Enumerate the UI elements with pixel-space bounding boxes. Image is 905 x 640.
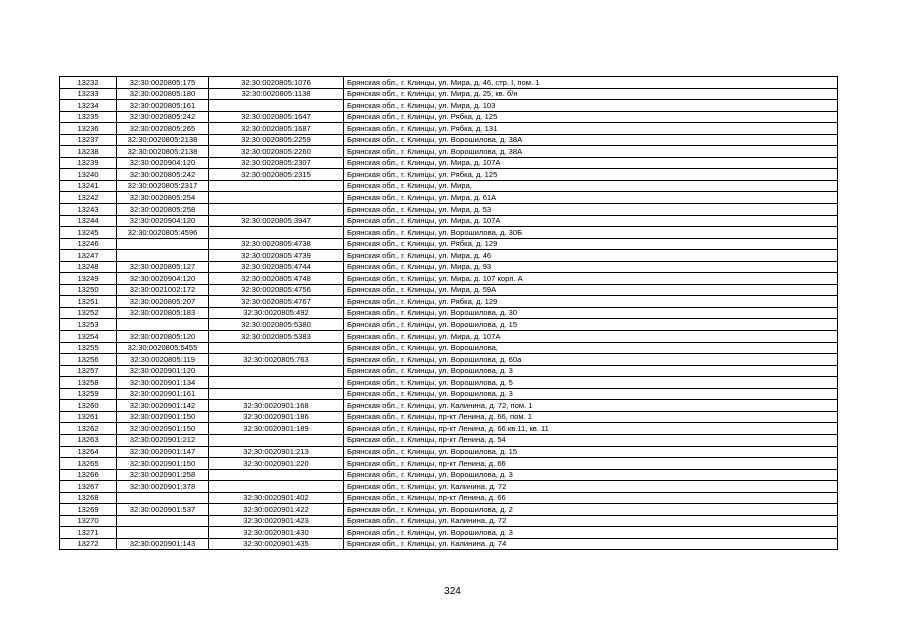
object-cadastral-number-cell: 32:30:0020901:402 (209, 492, 344, 504)
cadastral-number-cell: 32:30:0020805:265 (117, 123, 209, 135)
row-number-cell: 13259 (60, 388, 117, 400)
table-row (60, 77, 838, 89)
row-number-cell: 13269 (60, 504, 117, 516)
table-row (60, 296, 838, 308)
row-number-cell: 13270 (60, 515, 117, 527)
row-number-cell: 13271 (60, 527, 117, 539)
cadastral-number-cell: 32:30:0020901:161 (117, 388, 209, 400)
address-cell: Брянская обл., г. Клинцы, ул. Мира, д. 46, стр. I, пом. 1 (344, 77, 838, 89)
cadastral-number-cell: 32:30:0020805:4596 (117, 227, 209, 239)
cadastral-number-cell: 32:30:0020901:258 (117, 469, 209, 481)
address-cell: Брянская обл., г. Клинцы, ул. Мира, д. 107А (344, 215, 838, 227)
cadastral-number-cell (117, 492, 209, 504)
row-number-cell: 13272 (60, 538, 117, 550)
cadastral-number-cell: 32:30:0020901:378 (117, 481, 209, 493)
table-row (60, 123, 838, 135)
address-cell: Брянская обл., г. Клинцы, ул. Рябка, д. 125 (344, 169, 838, 181)
row-number-cell: 13237 (60, 134, 117, 146)
cadastral-number-cell: 32:30:0020805:207 (117, 296, 209, 308)
cadastral-number-cell: 32:30:0020901:150 (117, 411, 209, 423)
table-row (60, 134, 838, 146)
row-number-cell: 13267 (60, 481, 117, 493)
cadastral-number-cell: 32:30:0020805:2138 (117, 146, 209, 158)
object-cadastral-number-cell: 32:30:0020901:220 (209, 458, 344, 470)
object-cadastral-number-cell (209, 204, 344, 216)
address-cell: Брянская обл., г. Клинцы, пр-кт Ленина, д. 66 кв.11, кв. 11 (344, 423, 838, 435)
table-row (60, 492, 838, 504)
row-number-cell: 13248 (60, 261, 117, 273)
row-number-cell: 13240 (60, 169, 117, 181)
cadastral-number-cell: 32:30:0020901:142 (117, 400, 209, 412)
object-cadastral-number-cell: 32:30:0020901:430 (209, 527, 344, 539)
object-cadastral-number-cell: 32:30:0020805:2259 (209, 134, 344, 146)
row-number-cell: 13235 (60, 111, 117, 123)
address-cell: Брянская обл., г. Клинцы, ул. Мира, д. 103 (344, 100, 838, 112)
table-row (60, 284, 838, 296)
address-cell: Брянская обл., г. Клинцы, пр-кт Ленина, д. 66 (344, 492, 838, 504)
object-cadastral-number-cell: 32:30:0020901:423 (209, 515, 344, 527)
address-cell: Брянская обл., г. Клинцы, ул. Ворошилова, д. 60а (344, 354, 838, 366)
row-number-cell: 13239 (60, 157, 117, 169)
cadastral-number-cell: 32:30:0020805:242 (117, 111, 209, 123)
object-cadastral-number-cell: 32:30:0020805:5380 (209, 319, 344, 331)
row-number-cell: 13236 (60, 123, 117, 135)
cadastral-number-cell: 32:30:0020805:127 (117, 261, 209, 273)
table-row (60, 400, 838, 412)
page-number: 324 (444, 586, 461, 597)
address-cell: Брянская обл., г. Клинцы, ул. Ворошилова, д. 2 (344, 504, 838, 516)
cadastral-number-cell: 32:30:0020805:120 (117, 331, 209, 343)
address-cell: Брянская обл., г. Клинцы, ул. Мира, д. 107А (344, 331, 838, 343)
table-row (60, 180, 838, 192)
object-cadastral-number-cell (209, 377, 344, 389)
row-number-cell: 13246 (60, 238, 117, 250)
table-row (60, 504, 838, 516)
address-cell: Брянская обл., г. Клинцы, ул. Калинина, д. 72, пом. 1 (344, 400, 838, 412)
cadastral-number-cell: 32:30:0020904:120 (117, 273, 209, 285)
object-cadastral-number-cell (209, 192, 344, 204)
object-cadastral-number-cell: 32:30:0020805:1647 (209, 111, 344, 123)
row-number-cell: 13264 (60, 446, 117, 458)
address-cell: Брянская обл., г. Клинцы, ул. Ворошилова, д. 5 (344, 377, 838, 389)
address-cell: Брянская обл., г. Клинцы, пр-кт Ленина, д. 54 (344, 434, 838, 446)
table-row (60, 307, 838, 319)
table-row (60, 111, 838, 123)
row-number-cell: 13244 (60, 215, 117, 227)
table-row (60, 446, 838, 458)
cadastral-number-cell: 32:30:0020805:161 (117, 100, 209, 112)
row-number-cell: 13251 (60, 296, 117, 308)
object-cadastral-number-cell: 32:30:0020901:189 (209, 423, 344, 435)
object-cadastral-number-cell: 32:30:0020805:4738 (209, 238, 344, 250)
table-row (60, 538, 838, 550)
cadastral-number-cell: 32:30:0020805:5455 (117, 342, 209, 354)
row-number-cell: 13234 (60, 100, 117, 112)
object-cadastral-number-cell: 32:30:0020805:1138 (209, 88, 344, 100)
cadastral-number-cell: 32:30:0020904:120 (117, 157, 209, 169)
table-row (60, 319, 838, 331)
row-number-cell: 13242 (60, 192, 117, 204)
cadastral-number-cell: 32:30:0020805:254 (117, 192, 209, 204)
cadastral-number-cell: 32:30:0020805:2317 (117, 180, 209, 192)
row-number-cell: 13243 (60, 204, 117, 216)
object-cadastral-number-cell: 32:30:0020805:1076 (209, 77, 344, 89)
object-cadastral-number-cell: 32:30:0020805:763 (209, 354, 344, 366)
address-cell: Брянская обл., г. Клинцы, ул. Мира, д. 25, кв. б/н (344, 88, 838, 100)
object-cadastral-number-cell: 32:30:0020805:4748 (209, 273, 344, 285)
object-cadastral-number-cell: 32:30:0020805:1687 (209, 123, 344, 135)
table-row (60, 215, 838, 227)
table-row (60, 458, 838, 470)
object-cadastral-number-cell: 32:30:0020805:2260 (209, 146, 344, 158)
table-row (60, 192, 838, 204)
address-cell: Брянская обл., г. Клинцы, ул. Рябка, д. 129 (344, 238, 838, 250)
address-cell: Брянская обл., г. Клинцы, ул. Рябка, д. 125 (344, 111, 838, 123)
cadastral-number-cell: 32:30:0020805:119 (117, 354, 209, 366)
address-cell: Брянская обл., г. Клинцы, ул. Мира, д. 61А (344, 192, 838, 204)
address-cell: Брянская обл., г. Клинцы, ул. Калинина, д. 74 (344, 538, 838, 550)
object-cadastral-number-cell: 32:30:0020805:4744 (209, 261, 344, 273)
address-cell: Брянская обл., г. Клинцы, ул. Мира, д. 93 (344, 261, 838, 273)
cadastral-number-cell: 32:30:0020805:242 (117, 169, 209, 181)
address-cell: Брянская обл., г. Клинцы, ул. Калинина, д. 72 (344, 481, 838, 493)
row-number-cell: 13245 (60, 227, 117, 239)
row-number-cell: 13241 (60, 180, 117, 192)
registry-table (59, 76, 838, 550)
address-cell: Брянская обл., г. Клинцы, ул. Мира, д. 46 (344, 250, 838, 262)
row-number-cell: 13265 (60, 458, 117, 470)
row-number-cell: 13256 (60, 354, 117, 366)
table-row (60, 146, 838, 158)
address-cell: Брянская обл., г. Клинцы, ул. Ворошилова, д. 15 (344, 446, 838, 458)
cadastral-number-cell: 32:30:0020805:2138 (117, 134, 209, 146)
cadastral-number-cell: 32:30:0020805:258 (117, 204, 209, 216)
address-cell: Брянская обл., г. Клинцы, ул. Ворошилова, д. 3 (344, 527, 838, 539)
address-cell: Брянская обл., г. Клинцы, ул. Ворошилова, д. 3 (344, 469, 838, 481)
cadastral-number-cell: 32:30:0020805:180 (117, 88, 209, 100)
row-number-cell: 13257 (60, 365, 117, 377)
object-cadastral-number-cell (209, 342, 344, 354)
table-row (60, 481, 838, 493)
table-row (60, 388, 838, 400)
cadastral-number-cell: 32:30:0020901:150 (117, 458, 209, 470)
cadastral-number-cell: 32:30:0020901:150 (117, 423, 209, 435)
address-cell: Брянская обл., г. Клинцы, ул. Калинина, д. 72 (344, 515, 838, 527)
object-cadastral-number-cell: 32:30:0020805:5383 (209, 331, 344, 343)
row-number-cell: 13258 (60, 377, 117, 389)
address-cell: Брянская обл., г. Клинцы, ул. Рябка, д. 131 (344, 123, 838, 135)
table-row (60, 331, 838, 343)
cadastral-number-cell: 32:30:0020805:175 (117, 77, 209, 89)
table-row (60, 100, 838, 112)
table-row (60, 273, 838, 285)
cadastral-number-cell: 32:30:0021002:172 (117, 284, 209, 296)
table-row (60, 157, 838, 169)
object-cadastral-number-cell (209, 100, 344, 112)
cadastral-number-cell (117, 527, 209, 539)
cadastral-number-cell (117, 238, 209, 250)
object-cadastral-number-cell (209, 388, 344, 400)
row-number-cell: 13247 (60, 250, 117, 262)
address-cell: Брянская обл., г. Клинцы, ул. Ворошилова, д. 15 (344, 319, 838, 331)
address-cell: Брянская обл., г. Клинцы, ул. Рябка, д. 129 (344, 296, 838, 308)
row-number-cell: 13232 (60, 77, 117, 89)
object-cadastral-number-cell: 32:30:0020805:492 (209, 307, 344, 319)
address-cell: Брянская обл., г. Клинцы, ул. Мира, д. 107 корп. А (344, 273, 838, 285)
object-cadastral-number-cell: 32:30:0020901:168 (209, 400, 344, 412)
address-cell: Брянская обл., г. Клинцы, ул. Ворошилова, д. 3 (344, 388, 838, 400)
table-row (60, 227, 838, 239)
table-row (60, 238, 838, 250)
row-number-cell: 13233 (60, 88, 117, 100)
table-row (60, 261, 838, 273)
row-number-cell: 13261 (60, 411, 117, 423)
address-cell: Брянская обл., г. Клинцы, ул. Ворошилова, д. 38А (344, 134, 838, 146)
address-cell: Брянская обл., г. Клинцы, ул. Мира, д. 107А (344, 157, 838, 169)
table-row (60, 354, 838, 366)
object-cadastral-number-cell: 32:30:0020901:435 (209, 538, 344, 550)
object-cadastral-number-cell: 32:30:0020805:2315 (209, 169, 344, 181)
cadastral-number-cell: 32:30:0020901:120 (117, 365, 209, 377)
table-row (60, 88, 838, 100)
address-cell: Брянская обл., г. Клинцы, ул. Мира, (344, 180, 838, 192)
address-cell: Брянская обл., г. Клинцы, ул. Мира, д. 59А (344, 284, 838, 296)
object-cadastral-number-cell: 32:30:0020805:3947 (209, 215, 344, 227)
row-number-cell: 13250 (60, 284, 117, 296)
row-number-cell: 13255 (60, 342, 117, 354)
cadastral-number-cell: 32:30:0020901:134 (117, 377, 209, 389)
row-number-cell: 13253 (60, 319, 117, 331)
cadastral-number-cell: 32:30:0020901:537 (117, 504, 209, 516)
registry-table-body (60, 77, 838, 550)
object-cadastral-number-cell: 32:30:0020805:2307 (209, 157, 344, 169)
cadastral-number-cell: 32:30:0020901:143 (117, 538, 209, 550)
table-row (60, 469, 838, 481)
table-row (60, 515, 838, 527)
cadastral-number-cell (117, 515, 209, 527)
cadastral-number-cell: 32:30:0020904:120 (117, 215, 209, 227)
row-number-cell: 13268 (60, 492, 117, 504)
object-cadastral-number-cell: 32:30:0020901:213 (209, 446, 344, 458)
cadastral-number-cell: 32:30:0020901:147 (117, 446, 209, 458)
object-cadastral-number-cell: 32:30:0020805:4767 (209, 296, 344, 308)
address-cell: Брянская обл., г. Клинцы, ул. Ворошилова, д. 30Б (344, 227, 838, 239)
object-cadastral-number-cell (209, 434, 344, 446)
row-number-cell: 13238 (60, 146, 117, 158)
address-cell: Брянская обл., г. Клинцы, ул. Ворошилова, д. 3 (344, 365, 838, 377)
address-cell: Брянская обл., г. Клинцы, ул. Ворошилова, (344, 342, 838, 354)
table-row (60, 250, 838, 262)
address-cell: Брянская обл., г. Клинцы, ул. Ворошилова, д. 38А (344, 146, 838, 158)
address-cell: Брянская обл., г. Клинцы, ул. Ворошилова, д. 30 (344, 307, 838, 319)
address-cell: Брянская обл., г. Клинцы, ул. Мира, д. 53 (344, 204, 838, 216)
table-row (60, 423, 838, 435)
table-row (60, 365, 838, 377)
table-row (60, 527, 838, 539)
table-row (60, 411, 838, 423)
row-number-cell: 13254 (60, 331, 117, 343)
address-cell: Брянская обл., г. Клинцы, пр-кт Ленина, д. 66 (344, 458, 838, 470)
row-number-cell: 13263 (60, 434, 117, 446)
row-number-cell: 13252 (60, 307, 117, 319)
object-cadastral-number-cell (209, 481, 344, 493)
row-number-cell: 13260 (60, 400, 117, 412)
object-cadastral-number-cell: 32:30:0020805:4739 (209, 250, 344, 262)
cadastral-number-cell: 32:30:0020901:212 (117, 434, 209, 446)
object-cadastral-number-cell: 32:30:0020901:422 (209, 504, 344, 516)
cadastral-number-cell: 32:30:0020805:183 (117, 307, 209, 319)
table-row (60, 377, 838, 389)
address-cell: Брянская обл., г. Клинцы, пр-кт Ленина, д. 66, пом. 1 (344, 411, 838, 423)
object-cadastral-number-cell (209, 227, 344, 239)
cadastral-number-cell (117, 319, 209, 331)
table-row (60, 342, 838, 354)
object-cadastral-number-cell (209, 365, 344, 377)
row-number-cell: 13249 (60, 273, 117, 285)
table-row (60, 169, 838, 181)
object-cadastral-number-cell (209, 180, 344, 192)
cadastral-number-cell (117, 250, 209, 262)
object-cadastral-number-cell (209, 469, 344, 481)
row-number-cell: 13266 (60, 469, 117, 481)
object-cadastral-number-cell: 32:30:0020805:4756 (209, 284, 344, 296)
row-number-cell: 13262 (60, 423, 117, 435)
table-row (60, 434, 838, 446)
object-cadastral-number-cell: 32:30:0020901:186 (209, 411, 344, 423)
table-row (60, 204, 838, 216)
